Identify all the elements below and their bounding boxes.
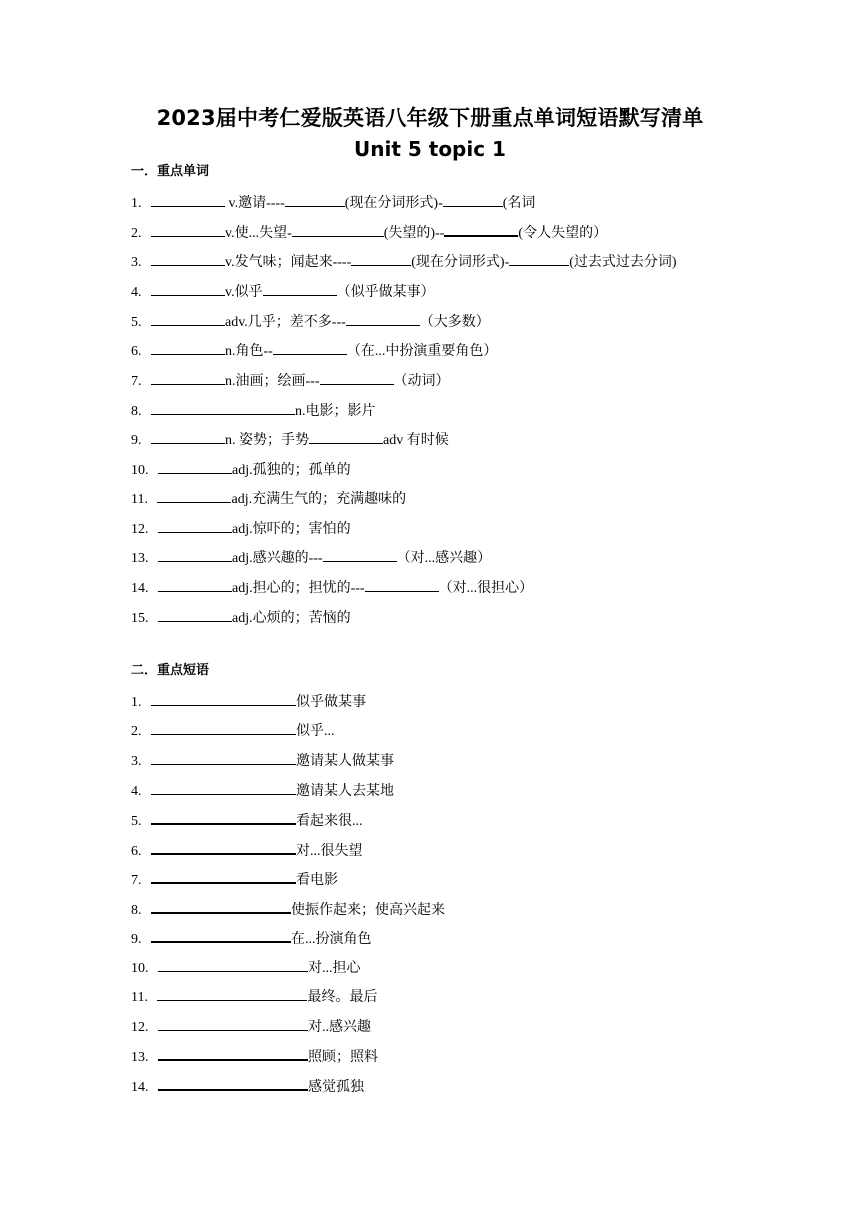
answer-blank[interactable]: [151, 839, 296, 855]
phrase-meaning: 邀请某人做某事: [296, 754, 394, 769]
item-number: 9.: [131, 433, 142, 448]
phrase-meaning: 最终。最后: [307, 990, 378, 1005]
item-number: 4.: [131, 285, 142, 300]
word-hint: adj.心烦的；苦恼的: [232, 611, 351, 626]
phrase-item-1: [131, 691, 366, 712]
word-item-1: [131, 192, 535, 213]
phrase-meaning: 对...很失望: [296, 844, 363, 859]
answer-blank[interactable]: [158, 957, 308, 972]
word-hint: (失望的)--: [383, 226, 445, 241]
phrase-meaning: 对...担心: [308, 961, 361, 976]
phrase-meaning: 似乎...: [296, 724, 335, 739]
phrase-meaning: 感觉孤独: [308, 1080, 364, 1095]
answer-blank[interactable]: [320, 370, 394, 385]
document-subtitle: Unit 5 topic 1: [354, 137, 506, 161]
word-item-6: [131, 340, 497, 361]
answer-blank[interactable]: [309, 429, 383, 444]
phrase-item-13: [131, 1045, 378, 1067]
answer-blank[interactable]: [151, 809, 296, 825]
word-hint: n.角色--: [225, 344, 273, 359]
phrase-item-9: [131, 927, 372, 949]
answer-blank[interactable]: [157, 488, 231, 503]
words-section-heading: 一．重点单词: [131, 164, 210, 179]
phrase-item-5: [131, 809, 363, 831]
answer-blank[interactable]: [158, 1045, 308, 1061]
word-hint: （动词）: [393, 374, 450, 389]
phrase-meaning: 对..感兴趣: [308, 1020, 371, 1035]
answer-blank[interactable]: [444, 221, 518, 237]
answer-blank[interactable]: [151, 311, 225, 326]
word-item-14: [131, 577, 533, 598]
item-number: 1.: [131, 196, 142, 211]
answer-blank[interactable]: [151, 340, 225, 355]
answer-blank[interactable]: [151, 898, 291, 914]
answer-blank[interactable]: [158, 607, 232, 622]
item-number: 3.: [131, 255, 142, 270]
answer-blank[interactable]: [263, 281, 337, 296]
word-item-10: [131, 459, 351, 480]
item-number: 11.: [131, 492, 148, 507]
item-number: 13.: [131, 551, 149, 566]
phrase-item-2: [131, 720, 335, 741]
phrase-item-8: [131, 898, 445, 920]
phrase-item-12: [131, 1016, 371, 1037]
word-item-9: [131, 429, 449, 450]
answer-blank[interactable]: [158, 547, 232, 562]
item-number: 10.: [131, 463, 149, 478]
word-hint: （对...感兴趣）: [396, 551, 492, 566]
item-number: 14.: [131, 1080, 149, 1095]
word-hint: （对...很担心）: [438, 581, 534, 596]
word-item-7: [131, 370, 450, 391]
phrase-meaning: 使振作起来；使高兴起来: [291, 903, 445, 918]
item-number: 8.: [131, 903, 142, 918]
answer-blank[interactable]: [151, 192, 225, 207]
item-number: 2.: [131, 724, 142, 739]
answer-blank[interactable]: [151, 370, 225, 385]
item-number: 15.: [131, 611, 149, 626]
item-number: 11.: [131, 990, 148, 1005]
item-number: 5.: [131, 814, 142, 829]
item-number: 7.: [131, 374, 142, 389]
answer-blank[interactable]: [292, 222, 384, 237]
item-number: 12.: [131, 522, 149, 537]
word-item-8: [131, 400, 376, 421]
answer-blank[interactable]: [151, 691, 296, 706]
word-hint: (过去式过去分词): [569, 255, 677, 270]
phrase-meaning: 似乎做某事: [296, 695, 366, 710]
item-number: 7.: [131, 873, 142, 888]
word-hint: n.电影；影片: [295, 404, 376, 419]
answer-blank[interactable]: [158, 518, 232, 533]
word-hint: n. 姿势；手势: [225, 433, 309, 448]
item-number: 3.: [131, 754, 142, 769]
item-number: 4.: [131, 784, 142, 799]
word-hint: (现在分词形式)-: [411, 255, 510, 270]
word-hint: adj.充满生气的；充满趣味的: [231, 492, 407, 507]
answer-blank[interactable]: [151, 222, 225, 237]
word-hint: （似乎做某事）: [336, 285, 435, 300]
word-item-4: [131, 281, 435, 302]
word-hint: n.油画；绘画---: [225, 374, 320, 389]
word-hint: adj.担心的；担忧的---: [232, 581, 365, 596]
answer-blank[interactable]: [151, 868, 296, 884]
word-hint: v.发气味；闻起来----: [225, 255, 352, 270]
answer-blank[interactable]: [509, 251, 569, 266]
item-number: 12.: [131, 1020, 149, 1035]
phrases-section-heading: 二．重点短语: [131, 663, 210, 678]
answer-blank[interactable]: [351, 251, 411, 266]
item-number: 1.: [131, 695, 142, 710]
item-number: 10.: [131, 961, 149, 976]
word-item-15: [131, 607, 351, 628]
word-hint: adv 有时候: [383, 433, 449, 448]
answer-blank[interactable]: [157, 986, 307, 1001]
word-item-3: [131, 251, 677, 272]
word-item-11: [131, 488, 406, 509]
item-number: 2.: [131, 226, 142, 241]
phrase-meaning: 看起来很...: [296, 814, 363, 829]
answer-blank[interactable]: [273, 340, 347, 355]
phrase-item-10: [131, 957, 361, 978]
answer-blank[interactable]: [158, 1016, 308, 1031]
word-hint: adv.几乎；差不多---: [225, 315, 346, 330]
phrase-item-4: [131, 780, 394, 801]
answer-blank[interactable]: [158, 459, 232, 474]
answer-blank[interactable]: [158, 577, 232, 592]
item-number: 8.: [131, 404, 142, 419]
word-item-13: [131, 547, 491, 568]
item-number: 6.: [131, 344, 142, 359]
word-item-12: [131, 518, 351, 539]
phrase-meaning: 照顾；照料: [308, 1050, 378, 1065]
phrase-item-11: [131, 986, 377, 1007]
word-hint: (令人失望的）: [518, 226, 608, 241]
answer-blank[interactable]: [151, 429, 225, 444]
word-hint: adj.孤独的；孤单的: [232, 463, 351, 478]
word-hint: (现在分词形式)-: [344, 196, 443, 211]
phrase-meaning: 看电影: [296, 873, 338, 888]
answer-blank[interactable]: [346, 311, 420, 326]
answer-blank[interactable]: [285, 192, 345, 207]
answer-blank[interactable]: [158, 1075, 308, 1091]
answer-blank[interactable]: [151, 720, 296, 735]
word-hint: adj.感兴趣的---: [232, 551, 323, 566]
item-number: 14.: [131, 581, 149, 596]
word-hint: v.似乎: [225, 285, 263, 300]
word-item-2: [131, 221, 607, 243]
phrase-item-6: [131, 839, 363, 861]
answer-blank[interactable]: [151, 281, 225, 296]
phrase-item-3: [131, 750, 394, 771]
document-title: 2023届中考仁爱版英语八年级下册重点单词短语默写清单: [156, 106, 704, 130]
phrase-meaning: 邀请某人去某地: [296, 784, 394, 799]
word-hint: （大多数）: [419, 315, 490, 330]
answer-blank[interactable]: [443, 192, 503, 207]
answer-blank[interactable]: [151, 400, 295, 415]
item-number: 9.: [131, 932, 142, 947]
answer-blank[interactable]: [151, 251, 225, 266]
answer-blank[interactable]: [151, 750, 296, 765]
phrase-meaning: 在...扮演角色: [291, 932, 372, 947]
word-hint: （在...中扮演重要角色）: [346, 344, 498, 359]
answer-blank[interactable]: [365, 577, 439, 592]
item-number: 13.: [131, 1050, 149, 1065]
answer-blank[interactable]: [151, 780, 296, 795]
phrase-item-14: [131, 1075, 364, 1097]
word-hint: v.邀请----: [228, 196, 285, 211]
word-hint: v.使...失望-: [225, 226, 292, 241]
word-hint: adj.惊吓的；害怕的: [232, 522, 351, 537]
item-number: 5.: [131, 315, 142, 330]
item-number: 6.: [131, 844, 142, 859]
word-item-5: [131, 311, 490, 332]
phrase-item-7: [131, 868, 338, 890]
answer-blank[interactable]: [323, 547, 397, 562]
word-hint: (名词: [502, 196, 536, 211]
answer-blank[interactable]: [151, 927, 291, 943]
